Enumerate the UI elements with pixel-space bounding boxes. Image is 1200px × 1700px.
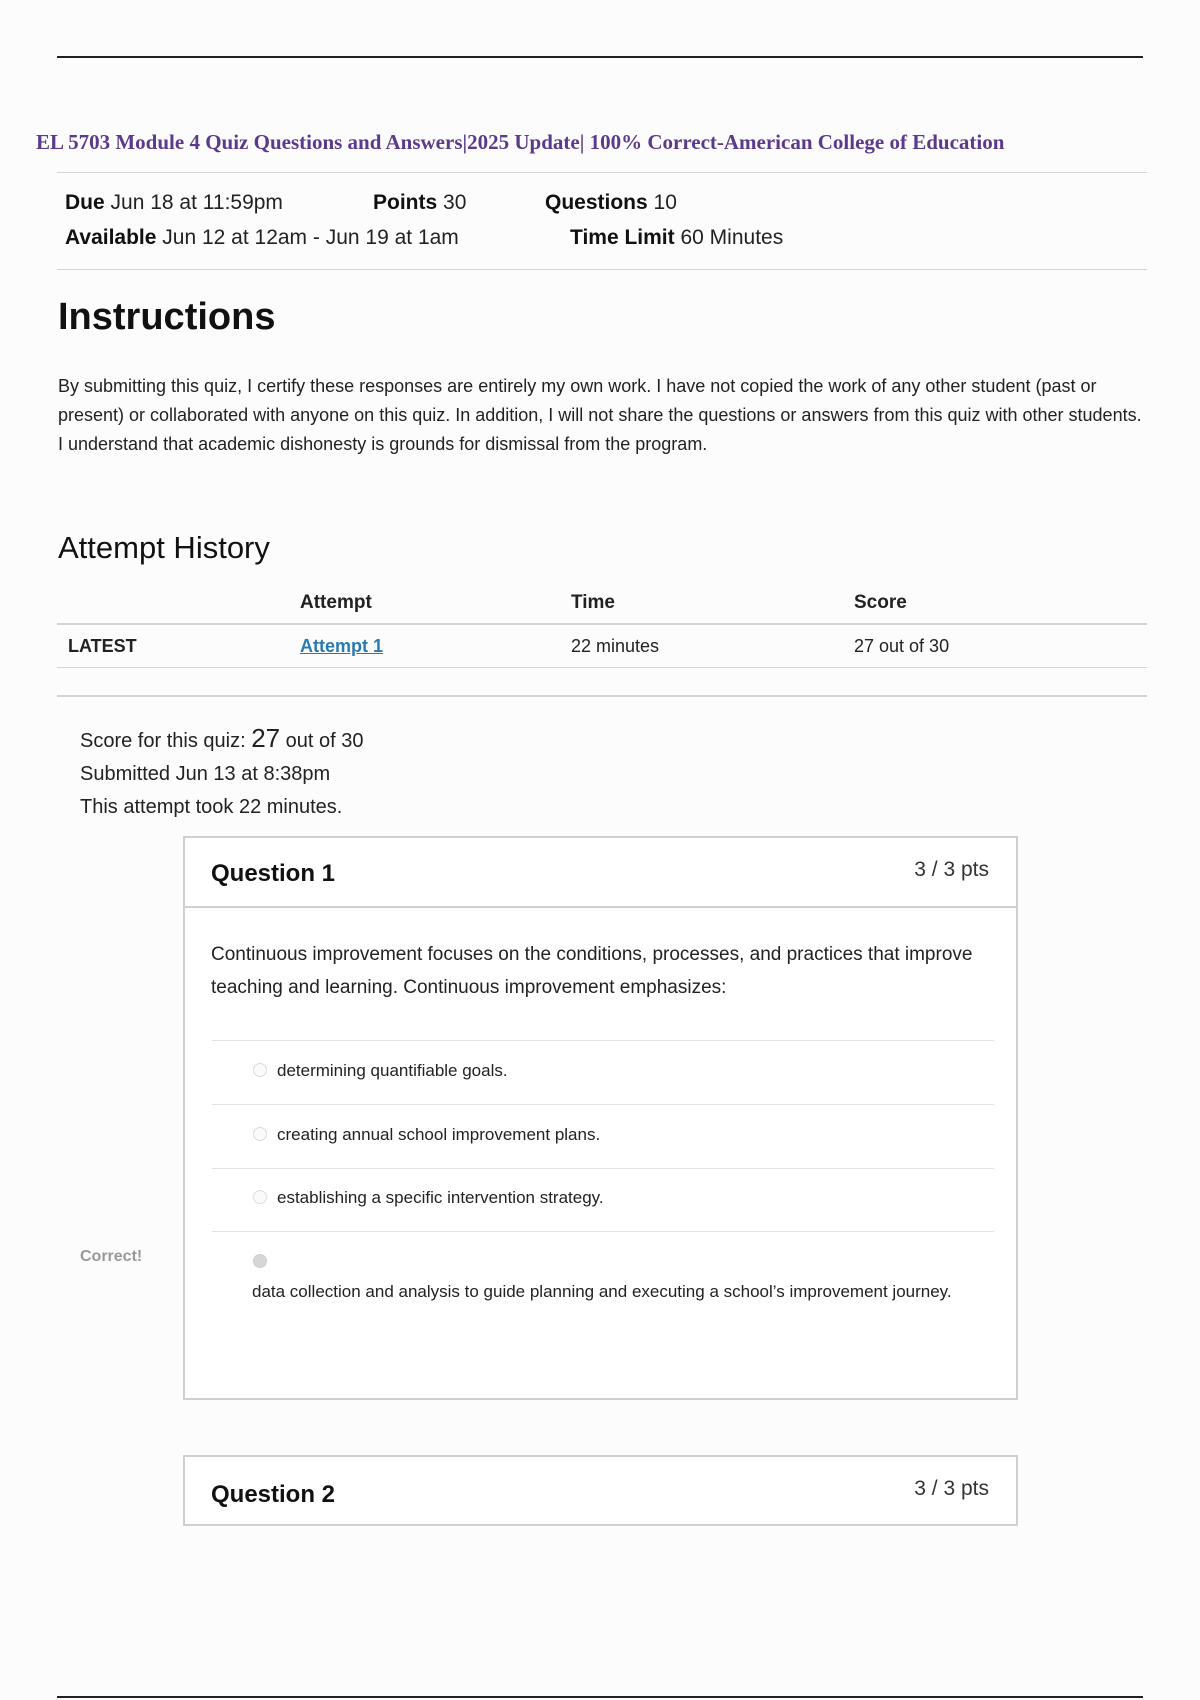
due-date — [65, 191, 283, 215]
question-card — [183, 836, 1018, 1400]
instructions-text: By submitting this quiz, I certify these responses are entirely my own work. I have not copied the work of any other student (past or present) or collaborated with anyone on this quiz. In addition, I will not share the questions or answers from this quiz with other students. I understand that academic dishonesty is grounds for dismissal from the program. — [58, 376, 1142, 454]
score-suffix: out of 30 — [285, 730, 364, 752]
bottom-rule — [57, 1696, 1143, 1698]
radio-button-selected[interactable] — [253, 1254, 267, 1268]
top-rule — [57, 56, 1143, 58]
time-limit-value: 60 Minutes — [680, 226, 784, 249]
answer-option[interactable] — [212, 1104, 994, 1168]
available-value: Jun 12 at 12am - Jun 19 at 1am — [162, 226, 459, 249]
question-card — [183, 1455, 1018, 1526]
document-title: EL 5703 Module 4 Quiz Questions and Answers|2025 Update| 100% Correct-American College of Education — [36, 130, 1005, 154]
radio-button[interactable] — [253, 1190, 267, 1204]
questions-value: 10 — [653, 191, 677, 214]
instructions-heading: Instructions — [58, 296, 276, 338]
answer-label: determining quantifiable goals. — [277, 1061, 508, 1080]
points — [373, 191, 466, 215]
time-limit-label: Time Limit — [570, 226, 675, 249]
column-header: Attempt — [300, 583, 571, 624]
answer-option-selected[interactable] — [212, 1231, 994, 1331]
time-limit — [570, 226, 783, 250]
question-points: 3 / 3 pts — [914, 1477, 989, 1500]
attempt-history-heading: Attempt History — [58, 530, 270, 565]
divider — [57, 695, 1147, 697]
column-header: Score — [854, 583, 1147, 624]
divider — [57, 269, 1147, 270]
question-header — [185, 1457, 1016, 1525]
attempt-time: 22 minutes — [571, 624, 854, 668]
questions-label: Questions — [545, 191, 648, 214]
question-title: Question 2 — [211, 1481, 336, 1508]
question-points: 3 / 3 pts — [914, 858, 989, 881]
answer-label: establishing a specific intervention strategy. — [277, 1188, 604, 1207]
attempt-link[interactable]: Attempt 1 — [300, 635, 384, 656]
column-header — [57, 583, 300, 624]
attempt-duration: This attempt took 22 minutes. — [80, 796, 343, 818]
submitted-time: Submitted Jun 13 at 8:38pm — [80, 763, 331, 785]
quiz-summary — [80, 722, 364, 824]
due-value: Jun 18 at 11:59pm — [110, 191, 283, 214]
answer-option[interactable] — [212, 1168, 994, 1231]
attempt-score: 27 out of 30 — [854, 624, 1147, 668]
divider — [57, 172, 1147, 173]
points-value: 30 — [443, 191, 467, 214]
answer-label: creating annual school improvement plans. — [277, 1125, 601, 1144]
latest-tag: LATEST — [57, 624, 300, 668]
question-header — [185, 838, 1016, 908]
question-text: Continuous improvement focuses on the conditions, processes, and practices that improve teaching and learning. Continuous improvement emphasizes: — [211, 944, 973, 998]
correct-indicator: Correct! — [80, 1248, 143, 1265]
table-row — [57, 624, 1147, 668]
availability — [65, 226, 459, 250]
question-title: Question 1 — [211, 860, 336, 887]
due-label: Due — [65, 191, 105, 214]
available-label: Available — [65, 226, 157, 249]
answer-option[interactable] — [212, 1040, 994, 1104]
radio-button[interactable] — [253, 1127, 267, 1141]
quiz-score — [80, 722, 364, 758]
attempt-history-table — [57, 583, 1147, 668]
points-label: Points — [373, 191, 438, 214]
column-header: Time — [571, 583, 854, 624]
answer-label: data collection and analysis to guide planning and executing a school’s improvement journey. — [252, 1282, 952, 1301]
radio-button[interactable] — [253, 1063, 267, 1077]
score-prefix: Score for this quiz: — [80, 730, 246, 752]
questions-count — [545, 191, 677, 215]
table-header-row — [57, 583, 1147, 624]
score-value: 27 — [251, 723, 281, 753]
